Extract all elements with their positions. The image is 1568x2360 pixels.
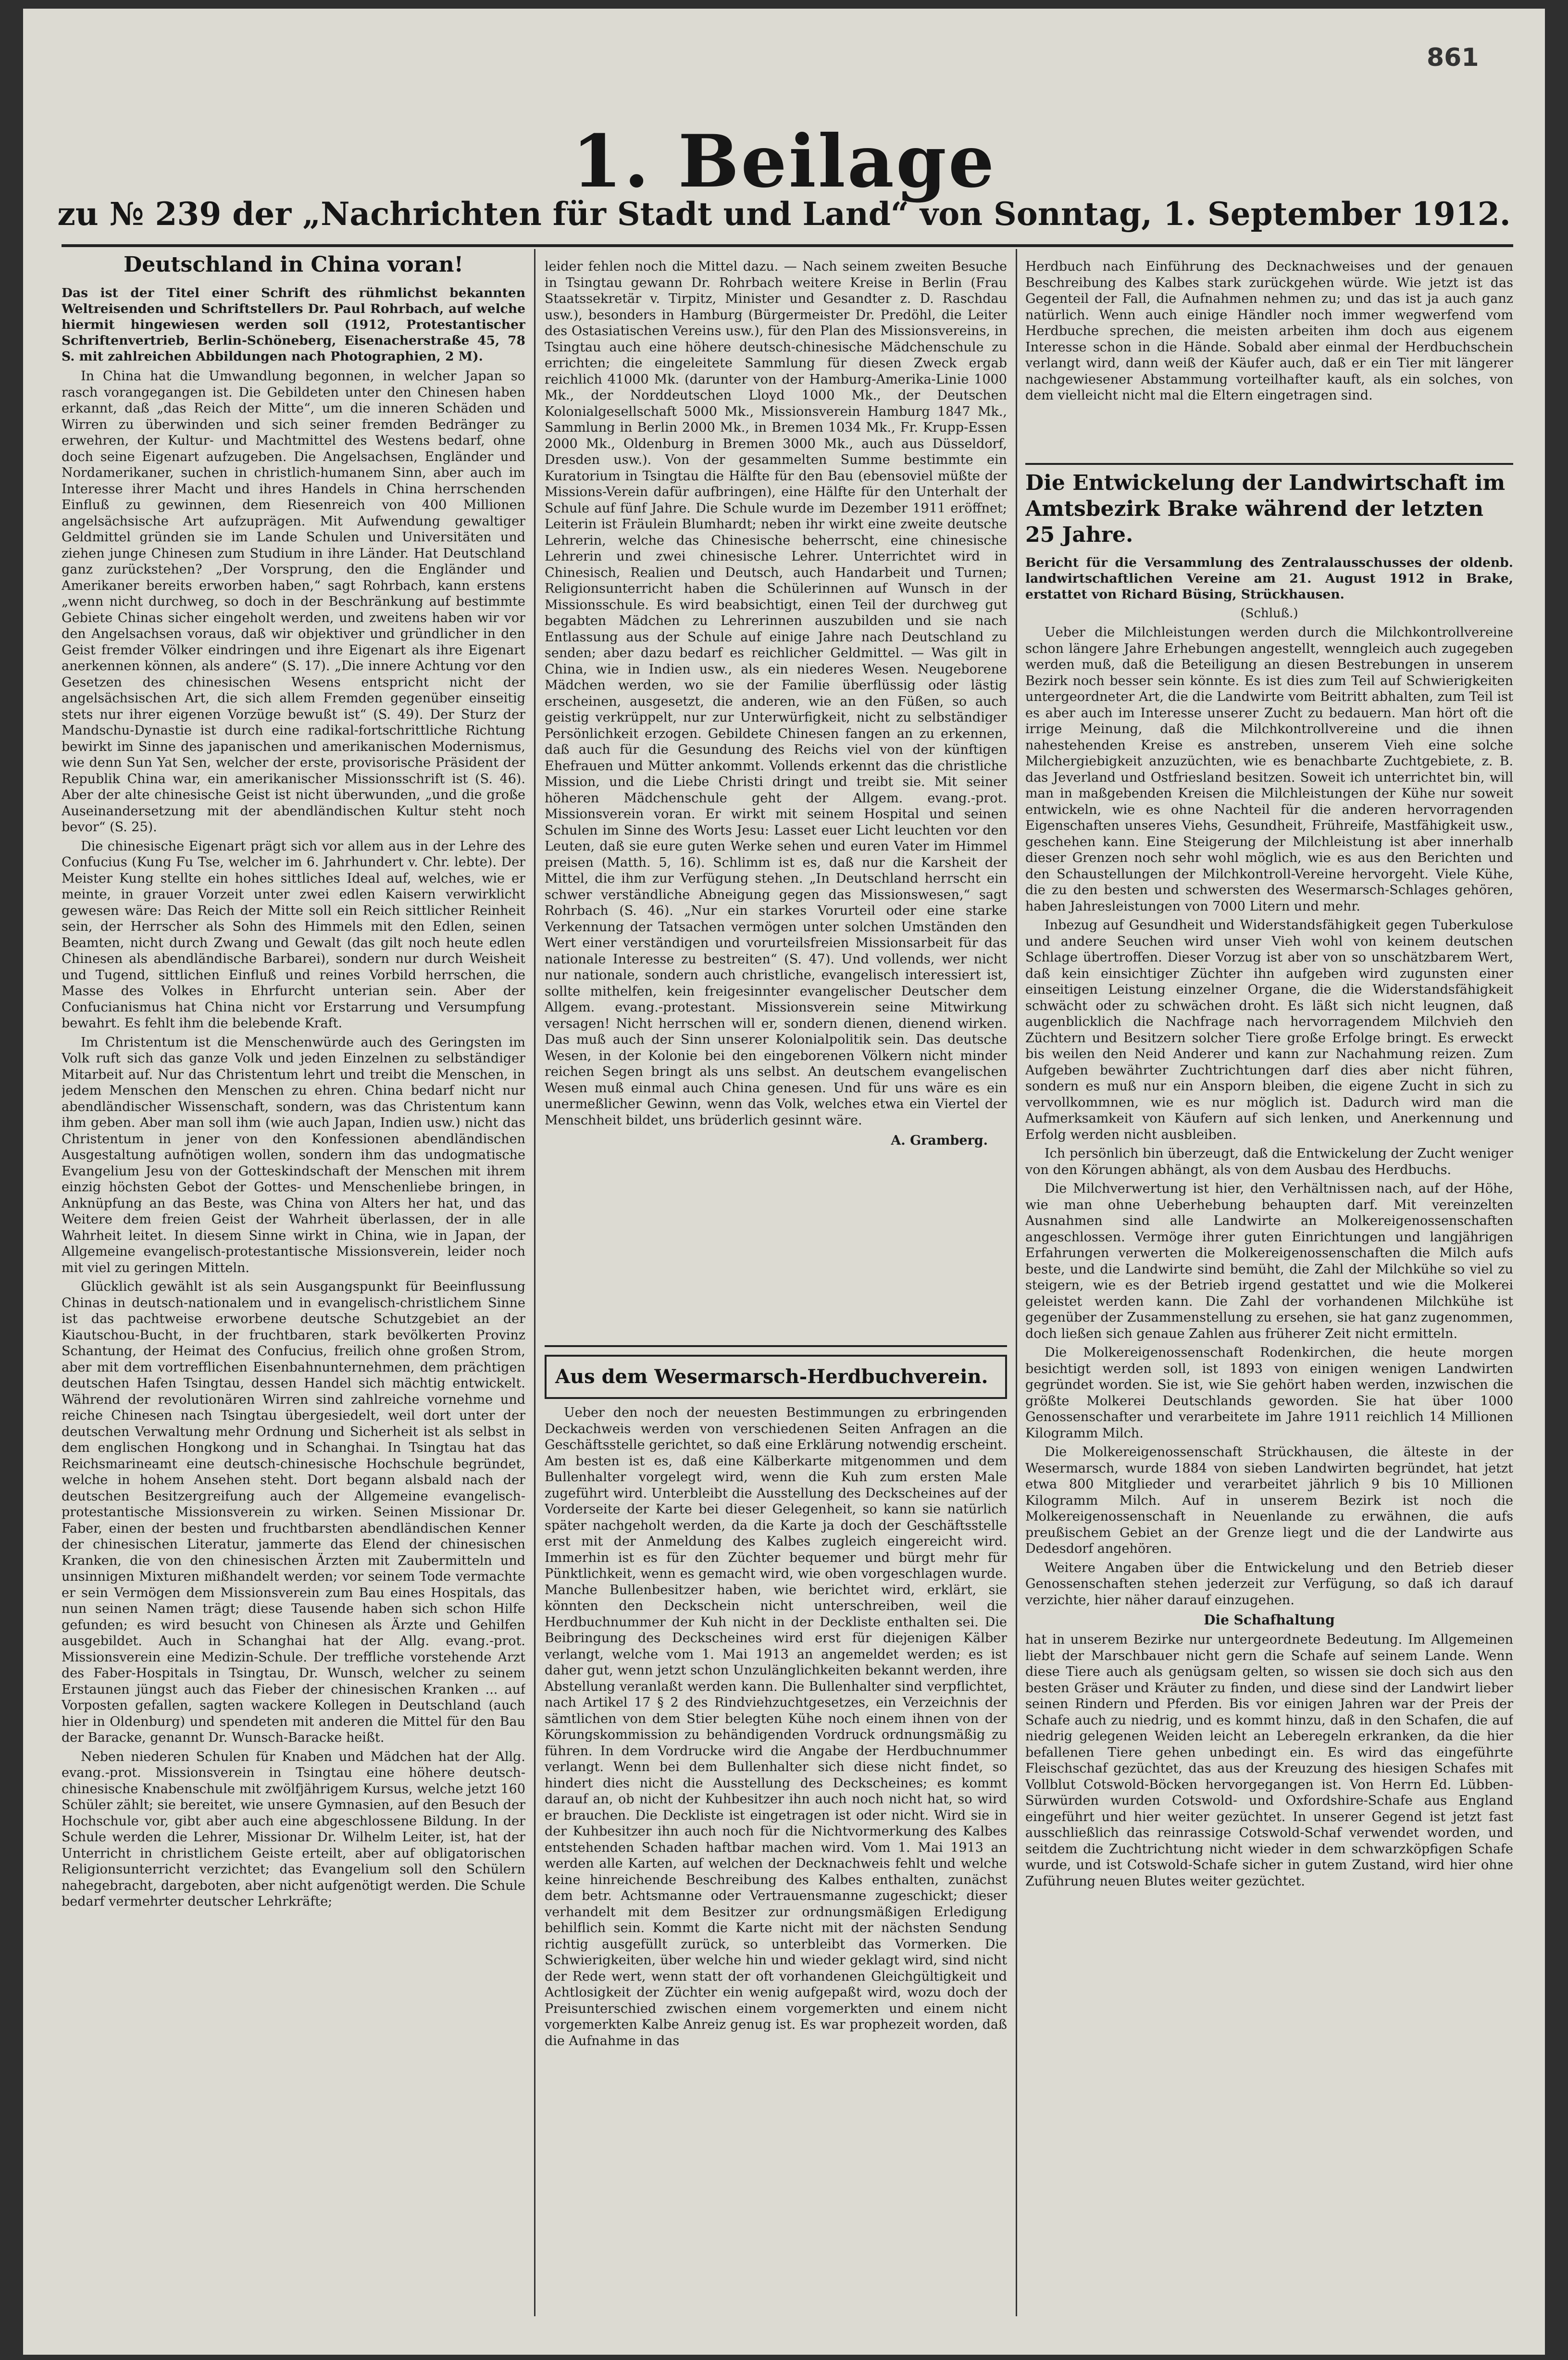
article-separator — [1025, 463, 1513, 465]
article-headline: Deutschland in China voran! — [124, 252, 463, 277]
article-headline: Aus dem Wesermarsch-Herdbuchverein. — [555, 1365, 988, 1388]
article-paragraph: Im Christentum ist die Menschenwürde auch des Geringsten im Volk ruft sich das ganze Volk und jeden Einzelnen zu selbständiger Mitarbeit auf. Nur das Christentum lehrt und treibt die Menschen, in jedem Menschen den Menschen zu ehren. China bedarf nicht nur abendländischer Wissenschaft, sondern, was das Christentum kann ihm geben. Aber man soll ihm (wie auch Japan, Indien usw.) nicht das Christentum in jener von den Konfessionen abendländischen Ausgestaltung aufnötigen wollen, sondern ihm das undogmatische Evangelium Jesu von der Gotteskindschaft der Menschen mit ihrem einzig höchsten Gebot der Gottes- und Menschenliebe bringen, in Anknüpfung an das Beste, was China von Alters her hat, und das Weitere dem freien Geist der Wahrheit überlassen, der in alle Wahrheit leitet. In diesem Sinne wirkt in China, wie in Japan, der Allgemeine evangelisch-protestantische Missionsverein, leider noch mit viel zu geringen Mitteln. — [62, 1035, 525, 1275]
article-lead: Das ist der Titel einer Schrift des rühmlichst bekannten Weltreisenden und Schriftstellers Dr. Paul Rohrbach, auf welche hiermit hingewiesen werden soll (1912, Protestantischer Schriftenvertrieb, Berlin-Schöneberg, Eisenacherstraße 45, 78 S. mit zahlreichen Abbildungen nach Photographien, 2 M). — [62, 286, 525, 364]
article-continuation-note: (Schluß.) — [1240, 606, 1298, 621]
supplement-subtitle: zu № 239 der „Nachrichten für Stadt und Land“ von Sonntag, 1. September 1912. — [57, 195, 1511, 233]
article-paragraph: leider fehlen noch die Mittel dazu. — Nach seinem zweiten Besuche in Tsingtau gewann Dr. Rohrbach weitere Kreise in Berlin (Frau Staatssekretär v. Tirpitz, Minister und Gesandter z. D. Raschdau usw.), besonders in Hamburg (Bürgermeister Dr. Predöhl, die Leiter des Ostasiatischen Vereins usw.), für den Plan des Missionsvereins, in Tsingtau auch eine höhere deutsch-chinesische Mädchenschule zu errichten; die eingeleitete Sammlung für diesen Zweck ergab reichlich 41000 Mk. (darunter von der Hamburg-Amerika-Linie 1000 Mk., der Norddeutschen Lloyd 1000 Mk., der Deutschen Kolonialgesellschaft 5000 Mk., Missionsverein Hamburg 1847 Mk., Sammlung in Berlin 2000 Mk., in Bremen 1034 Mk., Fr. Krupp-Essen 2000 Mk., Oldenburg in Bremen 3000 Mk., auch aus Düsseldorf, Dresden usw.). Von der gesammelten Summe bestimmte ein Kuratorium in Tsingtau die Hälfte für den Bau (ebensoviel müßte der Missions-Verein dafür aufbringen), eine Hälfte für den Unterhalt der Schule auf fünf Jahre. Die Schule wurde im Dezember 1911 eröffnet; Leiterin ist Fräulein Blumhardt; neben ihr wirkt eine zweite deutsche Lehrerin, welche das Chinesische beherrscht, eine chinesische Lehrerin und zwei chinesische Lehrer. Unterrichtet wird in Chinesisch, Realien und Deutsch, auch Handarbeit und Turnen; Religionsunterricht haben die Schülerinnen auf Wunsch in der Missionsschule. Es wird beabsichtigt, einen Teil der durchweg gut begabten Mädchen zu Lehrerinnen auszubilden und sie nach Entlassung aus der Schule auf einige Jahre nach Deutschland zu senden; aber dazu bedarf es reichlicher Geldmittel. — Was gilt in China, wie in Indien usw., als ein niederes Wesen. Neugeborene Mädchen werden, wo sie der Familie überflüssig oder lästig erscheinen, ausgesetzt, die anderen, wie an den Füßen, so auch geistig verkrüppelt, nur zur Unterwürfigkeit, nicht zu selbständiger Persönlichkeit erzogen. Gebildete Chinesen fangen an zu erkennen, daß auch für die Gesundung des Reichs viel von der künftigen Ehefrauen und Mütter ankommt. Vollends erkennt das die christliche Mission, und die Liebe Christi dringt und treibt sie. Mit seiner höheren Mädchenschule geht der Allgem. evang.-prot. Missionsverein voran. Er wirkt mit seinem Hospital und seinen Schulen im Sinne des Worts Jesu: Lasset euer Licht leuchten vor den Leuten, daß sie eure guten Werke sehen und euren Vater im Himmel preisen (Matth. 5, 16). Schlimm ist es, daß nur die Karsheit der Mittel, die ihm zur Verfügung stehen. „In Deutschland herrscht ein schwer verständliche Abneigung gegen das Missionswesen,“ sagt Rohrbach (S. 46). „Nur ein starkes Vorurteil oder eine starke Verkennung der Tatsachen vermögen unter solchen Umständen den Wert einer verständigen und vorurteilsfreien Missionsarbeit für das nationale Interesse zu bestreiten“ (S. 47). Und vollends, wer nicht nur nationale, sondern auch christliche, evangelisch interessiert ist, sollte mithelfen, kein freigesinnter evangelischer Deutscher dem Allgem. evang.-protestant. Missionsverein seine Mitwirkung versagen! Nicht herrschen will er, sondern dienen, dienend wirken. Das muß auch der Sinn unserer Kolonialpolitik sein. Das deutsche Wesen, in der Kolonie bei den eingeborenen Völkern nicht minder reichen Segen bringt als uns selbst. An deutschem evangelischen Wesen muß einmal auch China genesen. Und für uns wäre es ein unermeßlicher Gewinn, wenn das Volk, welches etwa ein Viertel der Menschheit bildet, uns brüderlich gesinnt wäre. — [545, 259, 1007, 1128]
article-landwirtschaft — [1025, 470, 1513, 2321]
article-headline-box — [545, 1355, 1007, 1399]
article-paragraph: Weitere Angaben über die Entwickelung und den Betrieb dieser Genossenschaften stehen jederzeit zur Verfügung, so daß ich darauf verzichte, hier näher darauf einzugehen. — [1025, 1560, 1513, 1608]
header-rule — [62, 244, 1513, 247]
article-paragraph: In China hat die Umwandlung begonnen, in welcher Japan so rasch vorangegangen ist. Die Gebildeten unter den Chinesen haben erkannt, daß „das Reich der Mitte“, um die inneren Schäden und Wirren zu überwinden und sich seiner fremden Bedränger zu erwehren, der Kultur- und Machtmittel des Westens bedarf, ohne doch seine Eigenart aufzugeben. Die Angelsachsen, Engländer und Nordamerikaner, suchen in christlich-humanem Sinn, aber auch im Interesse ihrer Macht und ihres Handels in China herrschenden Einfluß zu gewinnen, dem Riesenreich von 400 Millionen angelsächsische Art aufzuprägen. Mit Aufwendung gewaltiger Geldmittel gründen sie im Lande Schulen und Universitäten und ziehen junge Chinesen zum Studium in ihre Länder. Hat Deutschland ganz zurückstehen? „Der Vorsprung, den die Engländer und Amerikaner bereits erworben haben,“ sagt Rohrbach, kann erstens „wenn nicht durchweg, so doch in der Beschränkung auf bestimmte Gebiete Chinas sicher eingeholt werden, und zweitens haben wir vor den Angelsachsen voraus, daß wir objektiver und gründlicher in den Geist fremder Völker eindringen und ihre Eigenart als ihre Eigenart anerkennen können, als andere“ (S. 17). „Die innere Achtung vor den Gesetzen des chinesischen Wesens entspricht nicht der angelsächsischen Art, die sich allem Fremden gegenüber einseitig stets nur ihrer eigenen Vorzüge bewußt ist“ (S. 49). Der Sturz der Mandschu-Dynastie ist durch eine radikal-fortschrittliche Richtung bewirkt im Sinne des japanischen und amerikanischen Modernismus, wie denn Sun Yat Sen, welcher der erste, provisorische Präsident der Republik China war, ein amerikanischer Missionsschrift ist (S. 46). Aber der alte chinesische Geist ist nicht überwunden, „und die große Auseinandersetzung mit der abendländischen Kultur steht noch bevor“ (S. 25). — [62, 369, 525, 835]
article-paragraph: Ueber den noch der neuesten Bestimmungen zu erbringenden Deckachweis werden von verschiedenen Seiten Anfragen an die Geschäftsstelle gerichtet, so daß eine Erklärung notwendig erscheint. Am besten ist es, daß eine Kälberkarte mitgenommen und dem Bullenhalter vorgelegt wird, wenn die Kuh zum ersten Male zugeführt wird. Unterbleibt die Ausstellung des Deckscheines auf der Vorderseite der Karte bei dieser Gelegenheit, so kann sie natürlich später nachgeholt werden, da die Karte ja doch der Geschäftsstelle erst mit der Anmeldung des Kalbes zugleich eingereicht wird. Immerhin ist es für den Züchter bequemer und bürgt mehr für Pünktlichkeit, wenn es gemacht wird, wie oben vorgeschlagen wurde. Manche Bullenbesitzer haben, wie berichtet wird, erklärt, sie könnten den Deckschein nicht unterschreiben, weil die Herdbuchnummer der Kuh nicht in der Deckliste enthalten sei. Die Beibringung des Deckscheines wird erst für diejenigen Kälber verlangt, welche vom 1. Mai 1913 an angemeldet werden; es ist daher gut, wenn jetzt schon Unzulänglichkeiten bekannt werden, ihre Abstellung veranlaßt werden kann. Die Bullenhalter sind verpflichtet, nach Artikel 17 § 2 des Rindviehzuchtgesetzes, ein Verzeichnis der sämtlichen von dem Stier belegten Kühe noch einem ihnen von der Körungskommission zu behändigenden Vordruck ordnungsmäßig zu führen. In dem Vordrucke wird die Angabe der Herdbuchnummer verlangt. Wenn bei dem Bullenhalter sich diese nicht findet, so hindert dies nicht die Ausstellung des Deckscheines; es kommt darauf an, ob nicht der Kuhbesitzer ihn auch noch nicht hat, so wird er brauchen. Die Deckliste ist eingetragen ist oder nicht. Wird sie in der Kuhbesitzer ihn auch noch für die Nichtvormerkung des Kalbes entstehenden Schaden haftbar machen wird. Vom 1. Mai 1913 an werden alle Karten, auf welchen der Decknachweis fehlt und welche keine hinreichende Beschreibung des Kalbes enthalten, zunächst dem betr. Achtsmanne oder Vertrauensmanne zugeschickt; dieser verhandelt mit dem Besitzer zur ordnungsmäßigen Erledigung behilflich sein. Kommt die Karte nicht mit der nächsten Sendung richtig ausgefüllt zurück, so unterbleibt das Vormerken. Die Schwierigkeiten, über welche hin und wieder geklagt wird, sind nicht der Rede wert, wenn statt der oft vorhandenen Gleichgültigkeit und Achtlosigkeit der Züchter ein wenig aufgepaßt wird, wozu doch der Preisunterschied zwischen einem vorgemerkten und einem nicht vorgemerkten Kalbe Anreiz genug ist. Es war prophezeit worden, daß die Aufnahme in das — [545, 1405, 1007, 2048]
article-paragraph: Die Molkereigenossenschaft Strückhausen, die älteste in der Wesermarsch, wurde 1884 von sieben Landwirten begründet, hat jetzt etwa 800 Mitglieder und verarbeitet jährlich 9 bis 10 Millionen Kilogramm Milch. Auf in unserem Bezirk ist noch die Molkereigenossenschaft in Neuenlande zu erwähnen, die aufs preußischem Gebiet an der Grenze liegt und die der Landwirte aus Dedesdorf angehören. — [1025, 1445, 1513, 1556]
article-paragraph: Die Molkereigenossenschaft Rodenkirchen, die heute morgen besichtigt werden soll, ist 1893 von einigen wenigen Landwirten gegründet worden. Sie ist, wie Sie gehört haben werden, inzwischen die größte Molkerei Deutschlands geworden. Sie hat über 1000 Genossenschafter und verarbeitete im Jahre 1911 reichlich 14 Millionen Kilogramm Milch. — [1025, 1345, 1513, 1441]
article-separator — [545, 1345, 1007, 1347]
article-paragraph: Ueber die Milchleistungen werden durch die Milchkontrollvereine schon längere Jahre Erhebungen angestellt, wenngleich auch zugegeben werden muß, daß die Beteiligung an diesen Bestrebungen in unserem Bezirk noch besser sein könnte. Es ist dies zum Teil auf Schwierigkeiten untergeordneter Art, die die Landwirte vom Beitritt abhalten, zum Teil ist es aber auch im Interesse unserer Zucht zu bedauern. Man hört oft die irrige Meinung, daß die Milchkontrollvereine und die ihnen nahestehenden Kreise es anstreben, unserem Vieh eine solche Milchergiebigkeit anzuzüchten, wie es benachbarte Zuchtgebiete, z. B. das Jeverland und Ostfriesland besitzen. Soweit ich unterrichtet bin, will man in maßgebenden Kreisen die Milchleistungen der Kühe nur soweit entwickeln, wie es ohne Nachteil für die anderen hervorragenden Eigenschaften unseres Viehs, Gesundheit, Frühreife, Mastfähigkeit usw., geschehen kann. Eine Steigerung der Milchleistung ist aber innerhalb dieser Grenzen noch sehr wohl möglich, wie es aus den Berichten und den Schaustellungen der Milchkontroll-Vereine hervorgeht. Viele Kühe, die zu den besten und schwersten des Wesermarsch-Schlages gehören, haben Jahresleistungen von 7000 Litern und mehr. — [1025, 625, 1513, 914]
supplement-title: 1. Beilage — [572, 119, 996, 204]
newspaper-page — [23, 9, 1545, 2355]
article-paragraph: Glücklich gewählt ist als sein Ausgangspunkt für Beeinflussung Chinas in deutsch-nationalem und in evangelisch-christlichem Sinne ist das pachtweise erworbene deutsche Schutzgebiet an der Kiautschou-Bucht, in der fruchtbaren, stark bevölkerten Provinz Schantung, der Heimat des Confucius, freilich ohne großen Strom, aber mit dem vortrefflichen Eisenbahnunternehmen, dem prächtigen deutschen Hafen Tsingtau, dessen Handel sich mächtig entwickelt. Während der revolutionären Wirren sind zahlreiche vornehme und reiche Chinesen nach Tsingtau übergesiedelt, weil dort unter der deutschen Verwaltung mehr Ordnung und Sicherheit ist als selbst in dem englischen Hongkong und in Schanghai. In Tsingtau hat das Reichsmarineamt eine deutsch-chinesische Hochschule begründet, welche in hohem Ansehen steht. Dort begann alsbald nach der deutschen Besitzergreifung auch der Allgemeine evangelisch-protestantische Missionsverein zu wirken. Seinen Missionar Dr. Faber, einen der besten und fruchtbarsten abendländischen Kenner der chinesischen Literatur, jammerte das Elend der chinesischen Kranken, die von den chinesischen Ärzten mit Zaubermitteln und unsinnigen Mixturen mißhandelt werden; vor seinem Tode vermachte er sein Vermögen dem Missionsverein zum Bau eines Hospitals, das nun seinen Namen trägt; diese Tausende haben sich schon Hilfe gefunden; es wird besucht von Chinesen als Ärzte und Gehilfen ausgebildet. Auch in Schanghai hat der Allg. evang.-prot. Missionsverein eine Medizin-Schule. Der treffliche vorstehende Arzt des Faber-Hospitals in Tsingtau, Dr. Wunsch, welcher zu seinem Erstaunen jüngst auch das Fieber der chinesischen Kranken ... auf Vorposten gefallen, sagten wackere Kollegen in Deutschland (auch hier in Oldenburg) und spendeten mit anderen die Mittel für den Bau der Baracke, genannt Dr. Wunsch-Baracke heißt. — [62, 1279, 525, 1745]
article-herdbuch — [545, 1355, 1007, 2321]
column-divider — [534, 249, 535, 2316]
article-lead: Bericht für die Versammlung des Zentralausschusses der oldenb. landwirtschaftlichen Vereine am 21. August 1912 in Brake, erstattet von Richard Büsing, Strückhausen. — [1025, 555, 1513, 602]
column-divider — [1016, 249, 1017, 2316]
article-paragraph: Die Milchverwertung ist hier, den Verhältnissen nach, auf der Höhe, wie man ohne Ueberhebung behaupten darf. Mit vereinzelten Ausnahmen sind alle Landwirte an Molkereigenossenschaften angeschlossen. Vermöge ihrer guten Einrichtungen und langjährigen Erfahrungen verwerten die Molkereigenossenschaften die Milch aufs beste, und die Landwirte sind bemüht, die Zahl der Milchkühe so viel zu steigern, wie es der Betrieb irgend gestattet und wie die Molkerei geleistet werden kann. Die Zahl der vorhandenen Milchkühe ist gegenüber der Zusammenstellung zu ersehen, sie hat ganz zugenommen, doch ließen sich genaue Zahlen aus früherer Zeit nicht ermitteln. — [1025, 1181, 1513, 1341]
article-paragraph: Ich persönlich bin überzeugt, daß die Entwickelung der Zucht weniger von den Körungen abhängt, als von dem Ausbau des Herdbuchs. — [1025, 1146, 1513, 1177]
article-paragraph: Inbezug auf Gesundheit und Widerstandsfähigkeit gegen Tuberkulose und andere Seuchen wird unser Vieh wohl von keinem deutschen Schlage übertroffen. Dieser Vorzug ist aber von so unschätzbarem Wert, daß kein einsichtiger Züchter ihn aufgeben wird zugunsten einer einseitigen Leistung einzelner Organe, die die Widerstandsfähigkeit schwächt oder zu schwächen droht. Es läßt sich nicht leugnen, daß augenblicklich die Nachfrage nach hervorragendem Milchvieh den Züchtern und Besitzern solcher Tiere große Erfolge bringt. Es erweckt bis weilen den Neid Anderer und kann zur Nachahmung reizen. Zum Aufgeben bewährter Zuchtrichtungen darf dies aber nicht führen, sondern es muß nur ein Ansporn bleiben, die eigene Zucht in sich zu vervollkommnen, wie es nur möglich ist. Dadurch wird man die Aufmerksamkeit von Käufern auf sich lenken, und Anerkennung und Erfolg werden nicht ausbleiben. — [1025, 918, 1513, 1142]
article-paragraph: Neben niederen Schulen für Knaben und Mädchen hat der Allg. evang.-prot. Missionsverein in Tsingtau eine höhere deutsch-chinesische Knabenschule mit zwölfjährigem Kursus, welche jetzt 160 Schüler zählt; sie bereitet, wie unsere Gymnasien, auf den Besuch der Hochschule vor, gibt aber auch eine abgeschlossene Bildung. In der Schule werden die Lehrer, Missionar Dr. Wilhelm Leiter, ist, hat der Unterricht in christlichem Geiste erteilt, aber auf obligatorischen Religionsunterricht verzichtet; das Evangelium soll den Schülern nahegebracht, dargeboten, aber nicht aufgenötigt werden. Die Schule bedarf vermehrter deutscher Lehrkräfte; — [62, 1749, 525, 1909]
article-paragraph: Herdbuch nach Einführung des Decknachweises und der genauen Beschreibung des Kalbes stark zurückgehen würde. Wie jetzt ist das Gegenteil der Fall, die Aufnahmen nehmen zu; und das ist ja auch ganz natürlich. Wenn auch einige Händler noch immer wegwerfend vom Herdbuche sprechen, die meisten arbeiten ihm doch aus eigenem Interesse schon in die Hände. Sobald aber einmal der Herdbuchschein verlangt wird, dann weiß der Käufer auch, daß er ein Tier mit längerer nachgewiesener Abstammung vorteilhafter kauft, als ein solches, von dem vielleicht nicht mal die Eltern eingetragen sind. — [1025, 259, 1513, 403]
article-author: A. Gramberg. — [891, 1133, 988, 1148]
article-paragraph: hat in unserem Bezirke nur untergeordnete Bedeutung. Im Allgemeinen liebt der Marschbauer nicht gern die Schafe auf seinem Lande. Wenn diese Tiere auch als genügsam gelten, so wissen sie doch sich aus den besten Gräser und Kräuter zu finden, und diese sind der Landwirt lieber seinen Rindern und Pferden. Bis vor einigen Jahren war der Preis der Schafe auch zu niedrig, und es kommt hinzu, daß in den Schafen, die auf niedrig gelegenen Weiden leicht an Leberegeln erkranken, da die hier befallenen Tiere gehen unbedingt ein. Es wird das eingeführte Fleischschaf gezüchtet, das aus der Kreuzung des hiesigen Schafes mit Vollblut Cotswold-Böcken hervorgegangen ist. Von Herrn Ed. Lübben-Sürwürden wurden Cotswold- und Oxfordshire-Schafe aus England eingeführt und hier weiter gezüchtet. In unserer Gegend ist jetzt fast ausschließlich das reinrassige Cotswold-Schaf verwendet worden, und seitdem die Zuchtrichtung nicht wieder in dem schwarzköpfigen Schafe wurde, und ist Cotswold-Schafe sicher in gutem Zustand, wird hier ohne Zuführung neuen Blutes weiter gezüchtet. — [1025, 1632, 1513, 1889]
page-number: 861 — [1427, 43, 1479, 72]
article-herdbuch-continued — [1025, 259, 1513, 461]
article-paragraph: Die chinesische Eigenart prägt sich vor allem aus in der Lehre des Confucius (Kung Fu Tse, welcher im 6. Jahrhundert v. Chr. lebte). Der Meister Kung stellte ein hohes sittliches Ideal auf, welches, wie er meinte, in grauer Vorzeit unter zwei edlen Kaisern verwirklicht gewesen wäre: Das Reich der Mitte soll ein Reich sittlicher Reinheit sein, der Herrscher als Sohn des Himmels mit den Edlen, seinen Beamten, nicht durch Zwang und Gewalt (das gilt noch heute edlen Chinesen als abendländische Barbarei), sondern nur durch Weisheit und Tugend, sittlichen Einfluß und reines Vorbild herrschen, die Masse des Volkes in Ehrfurcht unterian sein. Aber der Confucianismus hat China nicht vor Erstarrung und Versumpfung bewahrt. Es fehlt ihm die belebende Kraft. — [62, 838, 525, 1031]
article-china-col2 — [545, 259, 1007, 1340]
article-china-col1 — [62, 251, 525, 2323]
section-subheading: Die Schafhaltung — [1204, 1612, 1335, 1628]
article-headline: Die Entwickelung der Landwirtschaft im Amtsbezirk Brake während der letzten 25 Jahre. — [1025, 471, 1506, 547]
